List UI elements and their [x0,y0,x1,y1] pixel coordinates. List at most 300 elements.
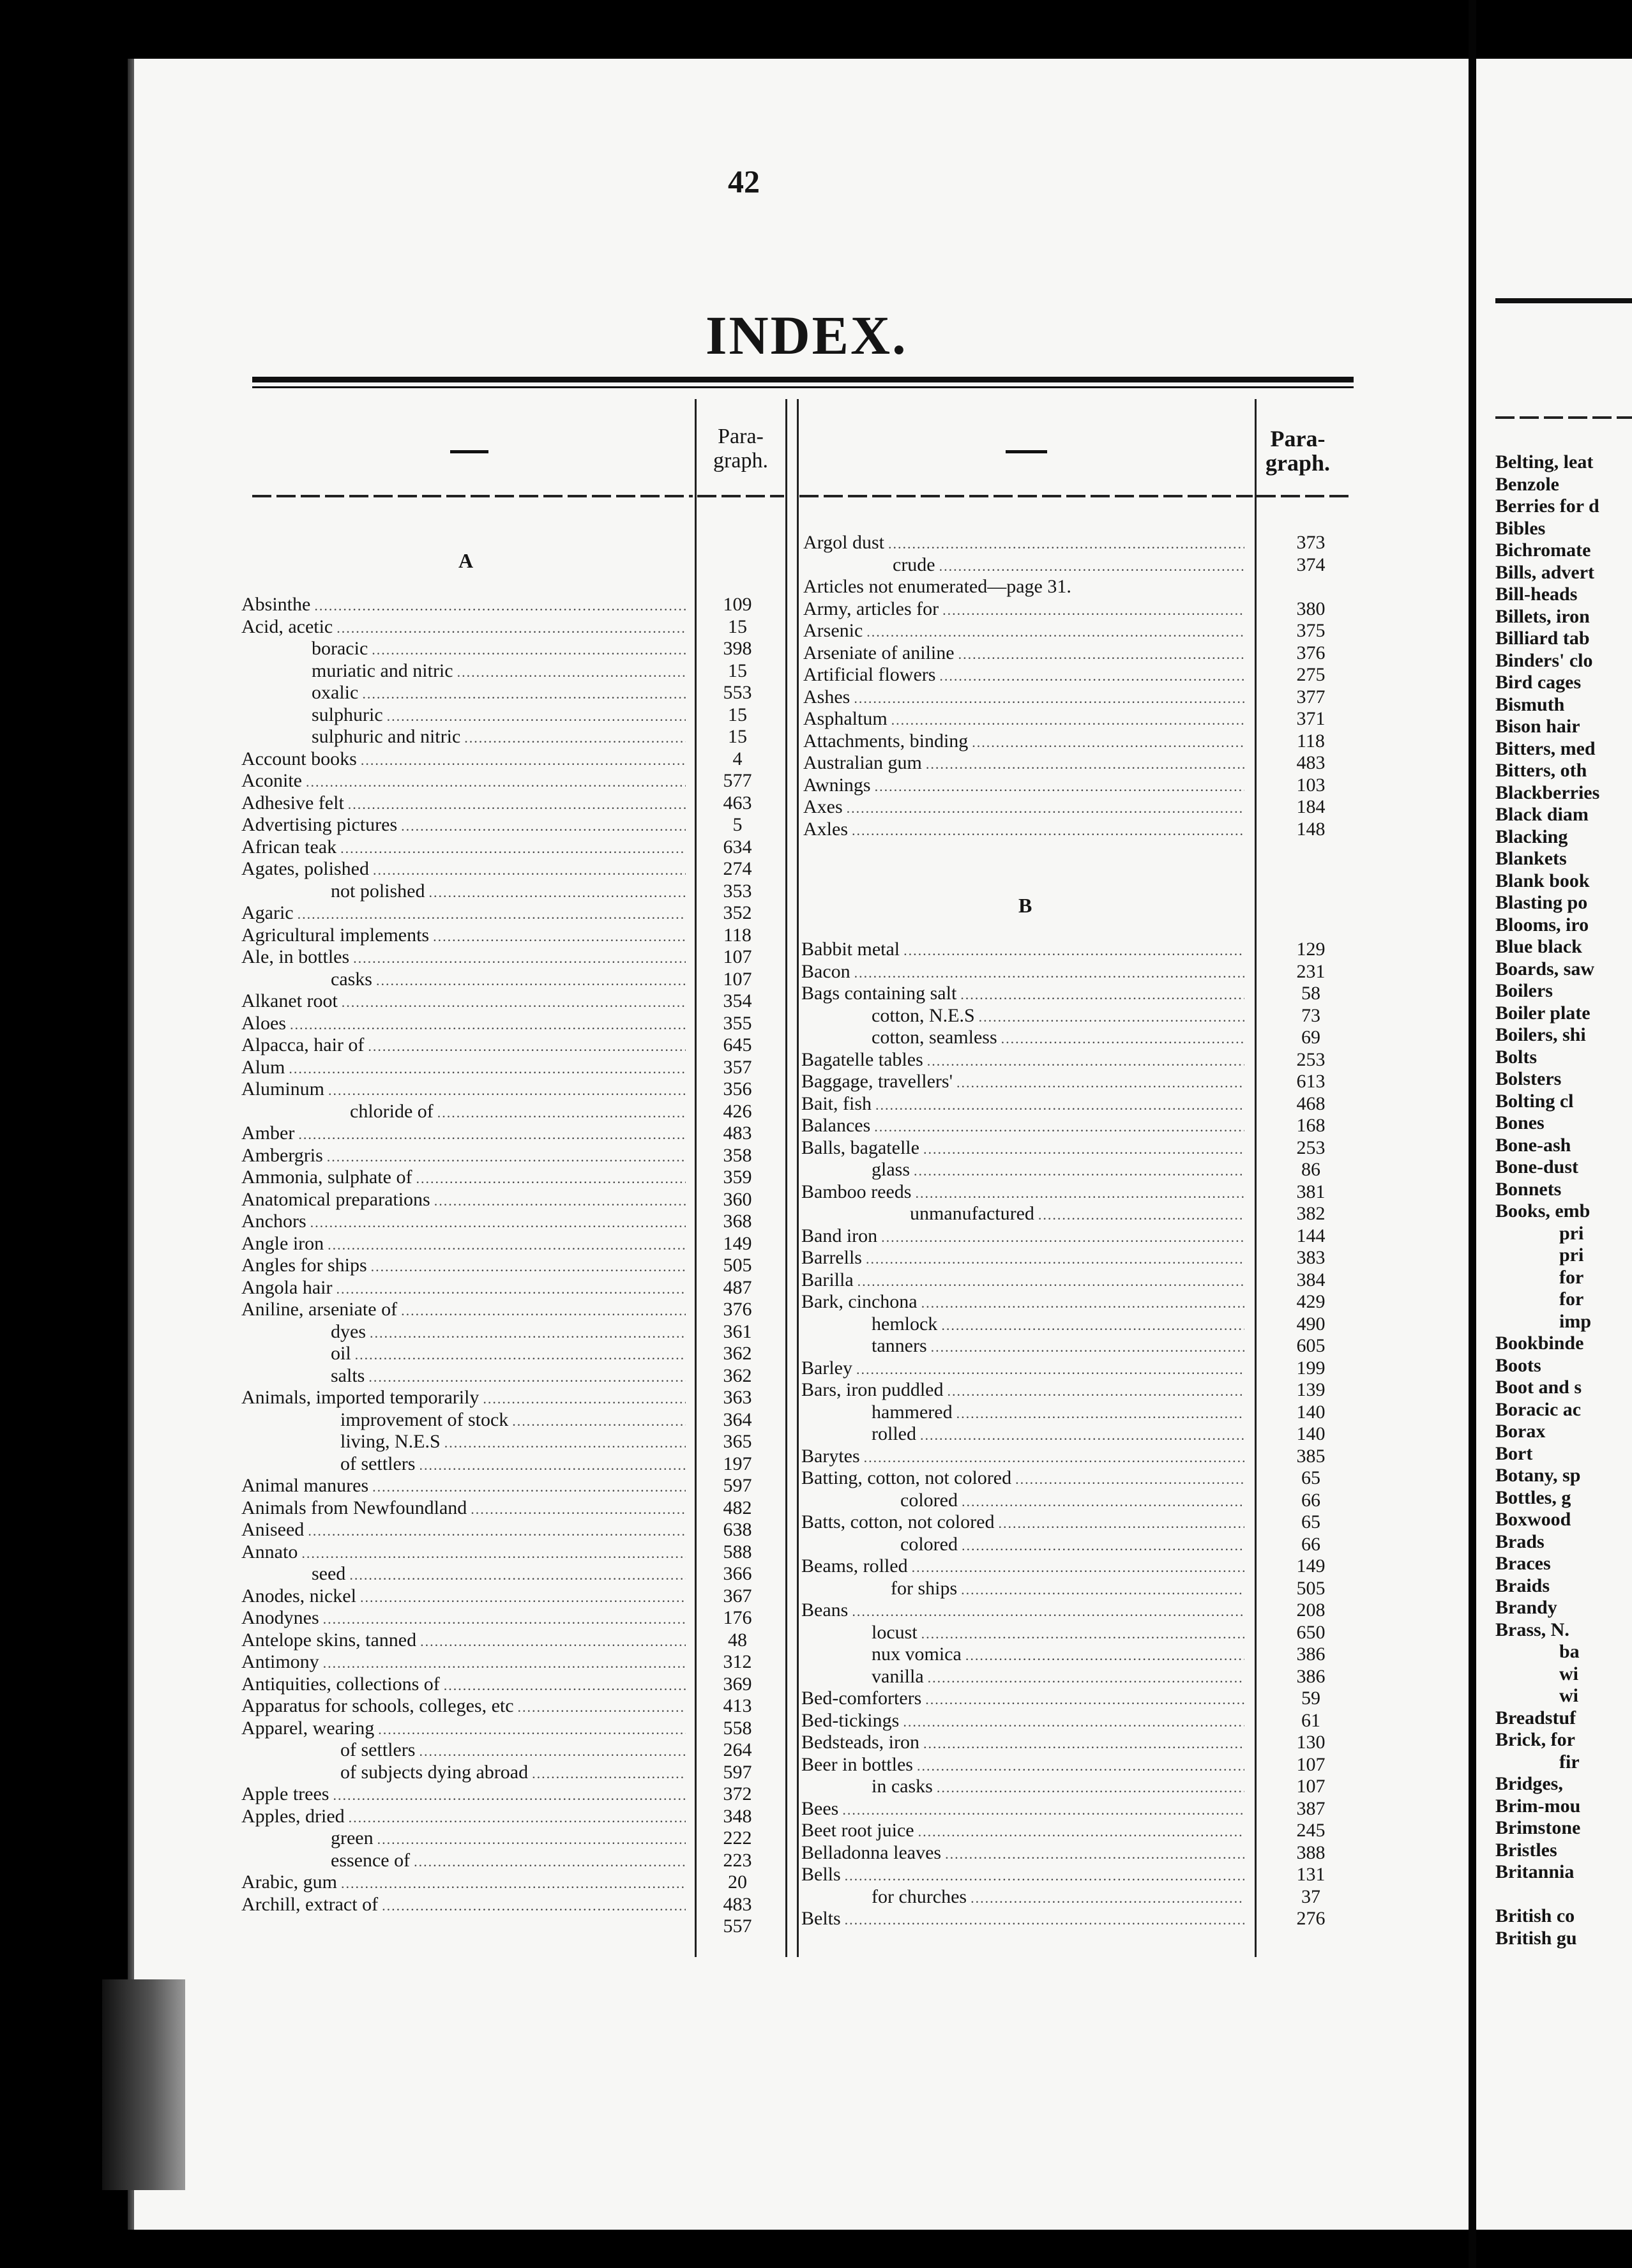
facing-page [1476,59,1632,2230]
paragraph-number: 352 [723,902,752,923]
index-entry [241,836,690,858]
index-entry [872,1005,1248,1026]
entry-term: of settlers [340,1453,416,1474]
facing-page-entry: Bolting cl [1495,1090,1574,1112]
index-entry [872,1159,1248,1180]
paragraph-number: 274 [723,858,752,879]
entry-term: Archill, extract of [241,1893,379,1915]
entry-term: Anodynes [241,1607,319,1628]
paragraph-number: 231 [1296,960,1326,982]
facing-page-entry: Boilers, shi [1495,1024,1586,1045]
index-entry [241,1277,690,1298]
index-entry [312,638,690,659]
entry-term: Advertising pictures [241,814,398,835]
entry-term: locust [872,1621,918,1643]
entry-term: sulphuric [312,704,383,725]
paragraph-number: 355 [723,1012,752,1034]
column-divider-center-right [797,399,799,1957]
entry-term: Ambergris [241,1144,323,1166]
index-entry [241,748,690,769]
facing-page-entry: Blooms, iro [1495,914,1589,935]
index-entry [241,1916,690,1937]
leader-dots [328,1080,686,1101]
paragraph-number: 577 [723,770,752,791]
index-entry [803,752,1248,773]
entry-term: Apples, dried [241,1805,345,1827]
entry-term: Batts, cotton, not colored [801,1511,995,1532]
facing-page-entry: Boxwood [1495,1509,1571,1530]
entry-term: cotton, N.E.S [872,1004,975,1026]
paragraph-number: 275 [1296,664,1326,685]
index-entry [803,775,1248,796]
entry-term: Attachments, binding [803,730,969,752]
index-entry [241,1585,690,1606]
paragraph-number: 362 [723,1343,752,1364]
facing-page-entry: Bird cages [1495,672,1582,693]
paragraph-number: 149 [1296,1555,1326,1576]
facing-page-entry: British co [1495,1905,1575,1926]
index-entry [803,576,1248,597]
entry-term: Agates, polished [241,858,369,879]
leader-dots [939,556,1244,577]
leader-dots [306,771,686,792]
index-entry [872,1886,1248,1907]
leader-dots [960,984,1244,1005]
index-entry [801,1798,1248,1819]
paragraph-number: 223 [723,1849,752,1871]
leader-dots [926,753,1244,775]
entry-term: Beams, rolled [801,1555,908,1576]
index-entry [801,1732,1248,1753]
leader-dots [328,1234,686,1255]
paragraph-number: 505 [723,1255,752,1276]
entry-term: Acid, acetic [241,616,333,637]
index-entry [312,1563,690,1584]
leader-dots [956,1072,1244,1093]
leader-dots [912,1557,1244,1578]
paragraph-number: 65 [1301,1467,1320,1488]
leader-dots [962,1491,1244,1512]
entry-term: Arseniate of aniline [803,642,955,663]
leader-dots [866,621,1244,642]
paragraph-number: 597 [723,1761,752,1783]
index-entry [312,704,690,725]
leader-dots [927,1050,1244,1071]
paragraph-number: 490 [1296,1313,1326,1334]
leader-dots [323,1652,686,1674]
paragraph-number: 61 [1301,1709,1320,1731]
facing-page-entry: Brick, for [1495,1729,1575,1750]
leader-dots [420,1631,686,1652]
index-entry [803,598,1248,619]
facing-page-entry: Brass, N. [1495,1619,1569,1640]
paragraph-number: 184 [1296,796,1326,817]
leader-dots [920,1425,1244,1446]
paragraph-number: 429 [1296,1291,1326,1312]
leader-dots [962,1535,1244,1556]
paragraph-number: 386 [1296,1665,1326,1687]
facing-page-entry: Bismuth [1495,693,1565,715]
paragraph-number: 505 [1296,1577,1326,1599]
index-entry [803,730,1248,752]
paragraph-number: 376 [723,1299,752,1320]
facing-page-entry: Brim-mou [1495,1795,1581,1817]
leader-dots [925,1689,1244,1710]
paragraph-number: 387 [1296,1797,1326,1819]
entry-term: Aluminum [241,1078,325,1100]
entry-term: Animal manures [241,1475,369,1496]
index-entry [801,1093,1248,1114]
index-entry [241,925,690,946]
leader-dots [419,1741,686,1762]
paragraph-number: 468 [1296,1092,1326,1114]
leader-dots [903,940,1244,961]
entry-term: Antimony [241,1651,319,1672]
facing-page-entry: Bibles [1495,517,1546,539]
leader-dots [858,1271,1244,1292]
index-entry [803,664,1248,685]
paragraph-number: 388 [1296,1841,1326,1863]
facing-page-entry: Britannia [1495,1861,1575,1882]
left-para-header: Para- graph. [713,425,768,472]
facing-page-entry: Blue black [1495,936,1582,957]
entry-term: improvement of stock [340,1409,509,1430]
index-entry [241,1034,690,1055]
index-entry [241,1167,690,1188]
paragraph-number: 597 [723,1475,752,1496]
entry-term: Barley [801,1357,852,1379]
paragraph-number: 176 [723,1607,752,1628]
paragraph-number: 382 [1296,1203,1326,1224]
paragraph-number: 634 [723,836,752,858]
index-entry [331,969,690,990]
index-entry [241,594,690,615]
leader-dots [971,1887,1244,1909]
paragraph-number: 377 [1296,686,1326,707]
entry-term: Anodes, nickel [241,1585,356,1606]
leader-dots [372,639,686,660]
leader-dots [923,1138,1244,1160]
entry-term: Bags containing salt [801,983,957,1004]
paragraph-number: 245 [1296,1820,1326,1841]
index-entry [801,1379,1248,1400]
facing-page-entry: Blank book [1495,870,1590,891]
facing-page-entry: Blankets [1495,848,1567,869]
leader-dots [457,662,686,683]
paragraph-number: 398 [723,638,752,659]
entry-term: Adhesive felt [241,792,344,813]
leader-dots [377,1829,686,1850]
leader-dots [378,1719,686,1740]
entry-term: Arsenic [803,620,863,641]
facing-page-entry: Billets, iron [1495,605,1590,627]
index-entry [872,1313,1248,1334]
leader-dots [314,595,686,616]
column-divider-center-left [785,399,787,1957]
index-entry [241,1145,690,1166]
entry-term: Beer in bottles [801,1753,913,1775]
index-entry [241,1607,690,1628]
index-entry [241,1123,690,1144]
index-entry [241,990,690,1011]
entry-term: Bagatelle tables [801,1048,923,1070]
facing-page-entry: Borax [1495,1421,1546,1442]
index-entry [241,1013,690,1034]
leader-dots [972,732,1244,753]
entry-term: Aniseed [241,1519,305,1540]
facing-page-entry: Bitters, med [1495,737,1596,759]
index-entry [241,1211,690,1232]
paragraph-number: 107 [723,946,752,967]
page-gutter [1469,0,1476,2268]
leader-dots [875,1094,1244,1115]
facing-page-entry: Boracic ac [1495,1398,1582,1420]
paragraph-number: 381 [1296,1181,1326,1202]
entry-term: Amber [241,1123,295,1144]
index-entry [241,946,690,967]
entry-term: colored [900,1489,958,1511]
paragraph-number: 15 [728,704,747,725]
entry-term: oil [331,1343,351,1364]
facing-page-entry: Botany, sp [1495,1465,1581,1486]
leader-dots [336,617,686,639]
leader-dots [370,1322,686,1343]
facing-page-entry: wi [1559,1685,1578,1706]
paragraph-number: 148 [1296,818,1326,840]
paragraph-number: 312 [723,1651,752,1672]
index-entry [241,1541,690,1562]
entry-term: Bark, cinchona [801,1291,918,1312]
paragraph-number: 645 [723,1034,752,1055]
leader-dots [845,1909,1244,1930]
leader-dots [371,1256,686,1277]
paragraph-number: 73 [1301,1004,1320,1026]
index-entry [241,1387,690,1408]
leader-dots [915,1183,1244,1204]
paragraph-number: 4 [732,748,743,769]
index-entry [872,1027,1248,1048]
entry-term: Alum [241,1056,285,1078]
index-entry [331,1850,690,1871]
paragraph-number: 356 [723,1078,752,1100]
section-letter-b: B [1018,894,1032,917]
header-rule-left-para [697,495,784,497]
facing-page-entry: fir [1559,1751,1580,1773]
leader-dots [483,1388,686,1409]
column-divider-left-para [695,399,697,1957]
facing-page-entry: Bones [1495,1112,1545,1133]
entry-term: Balls, bagatelle [801,1137,919,1158]
paragraph-number: 368 [723,1211,752,1232]
index-entry [312,726,690,747]
index-entry [910,1203,1248,1224]
leader-dots [874,1116,1244,1137]
leader-dots [355,1344,686,1365]
entry-term: Ashes [803,686,850,707]
entry-term: hammered [872,1401,953,1423]
paragraph-number: 149 [723,1232,752,1254]
index-entry [241,1718,690,1739]
paragraph-number: 15 [728,660,747,681]
index-entry [801,1555,1248,1576]
leader-dots [941,1315,1244,1336]
paragraph-number: 638 [723,1519,752,1540]
paragraph-number: 374 [1296,554,1326,575]
leader-dots [881,1227,1244,1248]
index-entry [331,1321,690,1342]
entry-term: African teak [241,836,337,858]
entry-term: Belts [801,1908,841,1929]
entry-term: seed [312,1563,346,1584]
paragraph-number: 553 [723,682,752,703]
entry-term: Axes [803,796,843,817]
entry-term: Bells [801,1864,841,1885]
leader-dots [939,665,1244,686]
index-entry [891,1578,1248,1599]
entry-term: Apparatus for schools, colleges, etc [241,1695,514,1716]
title-rule-thin [252,386,1354,388]
entry-term: Axles [803,818,848,840]
facing-page-entry: Berries for d [1495,495,1599,517]
leader-dots [353,948,686,969]
paragraph-number: 139 [1296,1379,1326,1400]
entry-term: for churches [872,1886,967,1907]
index-entry [801,1688,1248,1709]
paragraph-number: 384 [1296,1269,1326,1290]
paragraph-number: 380 [1296,598,1326,619]
right-para-header: Para- graph. [1265,426,1331,476]
entry-term: not polished [331,880,425,902]
leader-dots [1015,1469,1244,1490]
entry-term: for ships [891,1577,958,1599]
index-entry [331,1827,690,1848]
entry-term: Annato [241,1541,298,1562]
facing-page-entry: Bill-heads [1495,584,1578,605]
facing-page-entry: Brandy [1495,1597,1557,1618]
entry-term: Agaric [241,902,294,923]
paragraph-number: 367 [723,1585,752,1606]
facing-page-entry: Bolsters [1495,1068,1562,1089]
entry-term: Aconite [241,770,302,791]
entry-term: Argol dust [803,532,884,553]
leader-dots [965,1645,1244,1666]
index-entry [872,1402,1248,1423]
index-entry [872,1423,1248,1444]
index-entry [241,1299,690,1320]
paragraph-number: 107 [723,968,752,990]
paragraph-number: 463 [723,792,752,813]
entry-term: Bamboo reeds [801,1181,912,1202]
entry-term: Apple trees [241,1783,329,1804]
leader-dots [903,1711,1244,1732]
column-divider-right-para [1255,399,1257,1957]
entry-term: Bait, fish [801,1092,872,1114]
leader-dots [532,1763,686,1784]
index-entry [241,1674,690,1695]
leader-dots [376,970,686,991]
leader-dots [852,1601,1244,1622]
right-name-header [1006,450,1047,453]
index-entry [803,796,1248,817]
leader-dots [349,1807,686,1828]
index-entry [340,1739,690,1760]
facing-page-entry: wi [1559,1663,1578,1684]
leader-dots [942,600,1244,621]
leader-dots [368,1366,686,1387]
entry-term: Articles not enumerated—page 31. [803,576,1071,597]
paragraph-number: 483 [723,1123,752,1144]
paragraph-number: 363 [723,1387,752,1408]
paragraph-number: 482 [723,1497,752,1518]
paragraph-number: 359 [723,1167,752,1188]
entry-term: salts [331,1365,365,1386]
entry-term: muriatic and nitric [312,660,453,681]
paragraph-number: 130 [1296,1732,1326,1753]
leader-dots [891,709,1244,730]
leader-dots [368,1036,686,1057]
entry-term: in casks [872,1776,933,1797]
leader-dots [382,1895,686,1916]
leader-dots [289,1058,686,1079]
leader-dots [361,750,686,771]
entry-term: Aloes [241,1012,286,1034]
entry-term: Bars, iron puddled [801,1379,944,1400]
facing-page-entry: Breadstuf [1495,1707,1576,1728]
leader-dots [360,1587,686,1608]
index-entry [801,1446,1248,1467]
index-entry [801,1137,1248,1158]
index-entry [350,1101,690,1122]
paragraph-number: 66 [1301,1533,1320,1555]
entry-term: Arabic, gum [241,1871,337,1893]
index-entry [241,1078,690,1100]
leader-dots [336,1278,686,1299]
paragraph-number: 426 [723,1100,752,1122]
leader-dots [928,1667,1244,1688]
facing-page-entry: Bonnets [1495,1178,1562,1200]
index-entry [801,1908,1248,1929]
index-entry [801,1710,1248,1731]
leader-dots [937,1777,1244,1798]
leader-dots [437,1102,686,1123]
paragraph-number: 369 [723,1673,752,1695]
entry-term: nux vomica [872,1644,962,1665]
index-entry [801,1511,1248,1532]
entry-term: sulphuric and nitric [312,726,461,747]
index-entry [872,1776,1248,1797]
index-entry [241,1783,690,1804]
facing-page-entry: Bolts [1495,1046,1538,1068]
leader-dots [290,1014,686,1035]
index-entry [241,1189,690,1210]
paragraph-number: 354 [723,990,752,1011]
entry-term: of settlers [340,1739,416,1760]
entry-term: hemlock [872,1313,938,1334]
leader-dots [854,962,1244,983]
entry-term: Ale, in bottles [241,946,350,967]
entry-term: Babbit metal [801,939,900,960]
facing-page-entry: for [1559,1289,1584,1310]
leader-dots [401,815,686,836]
paragraph-number: 86 [1301,1159,1320,1180]
entry-term: Apparel, wearing [241,1717,375,1739]
index-entry [801,1842,1248,1863]
paragraph-number: 253 [1296,1048,1326,1070]
leader-dots [444,1675,686,1696]
facing-page-entry: Blacking [1495,826,1568,847]
facing-page-entry: Brads [1495,1531,1545,1552]
leader-dots [979,1006,1244,1027]
